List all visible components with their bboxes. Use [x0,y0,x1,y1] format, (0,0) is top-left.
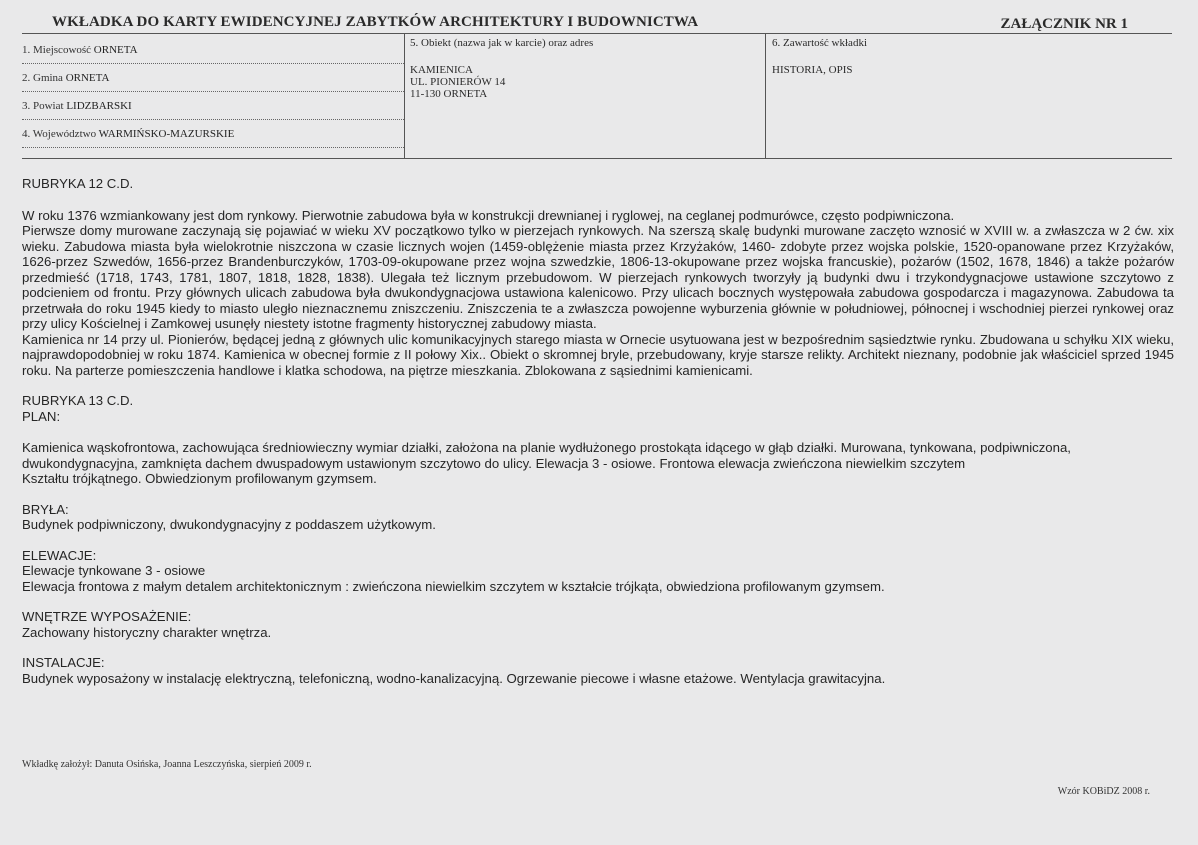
column-divider [765,34,766,158]
field-value: WARMIŃSKO-MAZURSKIE [98,128,235,140]
form-header-grid [22,33,1172,159]
field-voivodeship [22,127,404,148]
field-value: LIDZBARSKI [66,100,132,112]
plan-line: Kamienica wąskofrontowa, zachowująca średniowieczny wymiar działki, założona na planie wydłużonego prostokąta idącego w głąb działki. Murowana, tynkowana, podpiwniczona, [22,440,1071,455]
rubric-12-paragraph-3: Kamienica nr 14 przy ul. Pionierów, będącej jedną z głównych ulic komunikacyjnych starego miasta w Ornecie usytuowana jest w bezpośrednim sąsiedztwie rynku. Zbudowana u schyłku XIX wieku, najprawdopodobniej w roku 1874. Kamienica w obecnej formie z II połowy Xix.. Obiekt o skromnej bryle, przebudowany, kryje starsze relikty. Architekt nieznany, podobnie jak właściciel sprzed 1945 roku. Na parterze pomieszczenia handlowe i klatka schodowa, na piętrze mieszkania. Zblokowana z sąsiednimi kamienicami. [22,331,1174,378]
insert-author: Wkładkę założył: Danuta Osińska, Joanna Leszczyńska, sierpień 2009 r. [22,759,312,770]
field-value: ORNETA [65,72,110,84]
form-title: WKŁADKA DO KARTY EWIDENCYJNEJ ZABYTKÓW ARCHITEKTURY I BUDOWNICTWA [52,14,699,30]
instalacje-heading: INSTALACJE: [22,655,105,670]
wnetrze-heading: WNĘTRZE WYPOSAŻENIE: [22,609,192,624]
elewacje-line: Elewacja frontowa z małym detalem architektonicznym : zwieńczona niewielkim szczytem w kształcie trójkąta, obwiedziona profilowanym gzymsem. [22,578,885,594]
rubric-body [22,176,1174,686]
field-value: ORNETA [93,44,138,56]
plan-heading: PLAN: [22,408,61,424]
field-commune [22,71,404,92]
plan-line: dwukondygnacyjna, zamknięta dachem dwuspadowym ustawionym szczytowo do ulicy. Elewacja 3 - osiowe. Frontowa elewacja zwieńczona niewielkim szczytem [22,455,966,471]
rubric-13-title: RUBRYKA 13 C.D. [22,393,134,408]
bryla-text: Budynek podpiwniczony, dwukondygnacyjny z poddaszem użytkowym. [22,517,436,532]
object-name: KAMIENICA [410,64,473,76]
bryla-heading: BRYŁA: [22,501,69,517]
wnetrze-text: Zachowany historyczny charakter wnętrza. [22,624,272,640]
field-contents-value: HISTORIA, OPIS [772,64,853,76]
rubric-12-title: RUBRYKA 12 C.D. [22,176,134,191]
object-postal: 11-130 ORNETA [410,88,488,100]
elewacje-heading: ELEWACJE: [22,547,97,563]
rubric-12-paragraph-1: W roku 1376 wzmiankowany jest dom rynkowy. Pierwotnie zabudowa była w konstrukcji drewnianej i ryglowej, na ceglanej podmurówce, często podpiwniczona. [22,207,955,223]
field-label: 3. Powiat [22,100,64,112]
field-object-label: 5. Obiekt (nazwa jak w karcie) oraz adres [410,37,594,49]
field-county [22,99,404,120]
field-object-address [410,64,505,100]
plan-line: Kształtu trójkątnego. Obwiedzionym profilowanym gzymsem. [22,471,377,486]
attachment-number: ZAŁĄCZNIK NR 1 [1000,16,1128,32]
elewacje-line: Elewacje tynkowane 3 - osiowe [22,563,206,578]
object-street: UL. PIONIERÓW 14 [410,76,506,88]
field-label: 2. Gmina [22,72,63,84]
column-divider [404,34,405,158]
field-contents-label: 6. Zawartość wkładki [772,37,867,49]
field-label: 1. Miejscowość [22,44,92,56]
instalacje-text: Budynek wyposażony w instalację elektryczną, telefoniczną, wodno-kanalizacyjną. Ogrzewanie piecowe i własne etażowe. Wentylacja grawitacyjna. [22,670,886,686]
rubric-12-paragraph-2: Pierwsze domy murowane zaczynają się pojawiać w wieku XV początkowo tylko w pierzejach rynkowych. Na szerszą skalę budynki murowane zaczęto wznosić w XVIII w. a zwłaszcza w 2 ćw. xix wieku. Zabudowa miasta była wielokrotnie niszczona w czasie licznych wojen (1459-oblężenie miasta przez Krzyżaków, 1460- zdobyte przez wojska polskie, 1520-opanowane przez Krzyżaków, 1626-przez Szwedów, 1656-przez Brandenburczyków, 1703-09-okupowane przez wojna szwedzkie, 1806-13-okupowane przez wojska francuskie), pożarów (1502, 1678, 1846) a także pożarów przedmieść (1718, 1743, 1781, 1807, 1818, 1828, 1838). Ulegała też licznym przebudowom. W pierzejach rynkowych tworzyły ją budynki dwu i trzykondygnacjowe ustawione szczytowo z podcieniem od frontu. Przy głównych ulicach zabudowa była dwukondygnacjowa ustawiona kalenicowo. Przy ulicach bocznych występowała zabudowa gospodarcza i magazynowa. Zabudowa ta przetrwała do roku 1945 kiedy to miasto uległo nieznacznemu zniszczeniu. Zniszczenia te a zwłaszcza powojenne wyburzenia głównie w południowej, północnej i wschodniej pierzei rynkowej oraz przy ulicy Kościelnej i Zamkowej usunęły niestety istotne fragmenty historycznej zabudowy miasta. [22,223,1174,331]
template-version: Wzór KOBiDZ 2008 r. [1057,786,1150,797]
field-label: 4. Województwo [22,128,97,140]
field-locality [22,43,404,64]
